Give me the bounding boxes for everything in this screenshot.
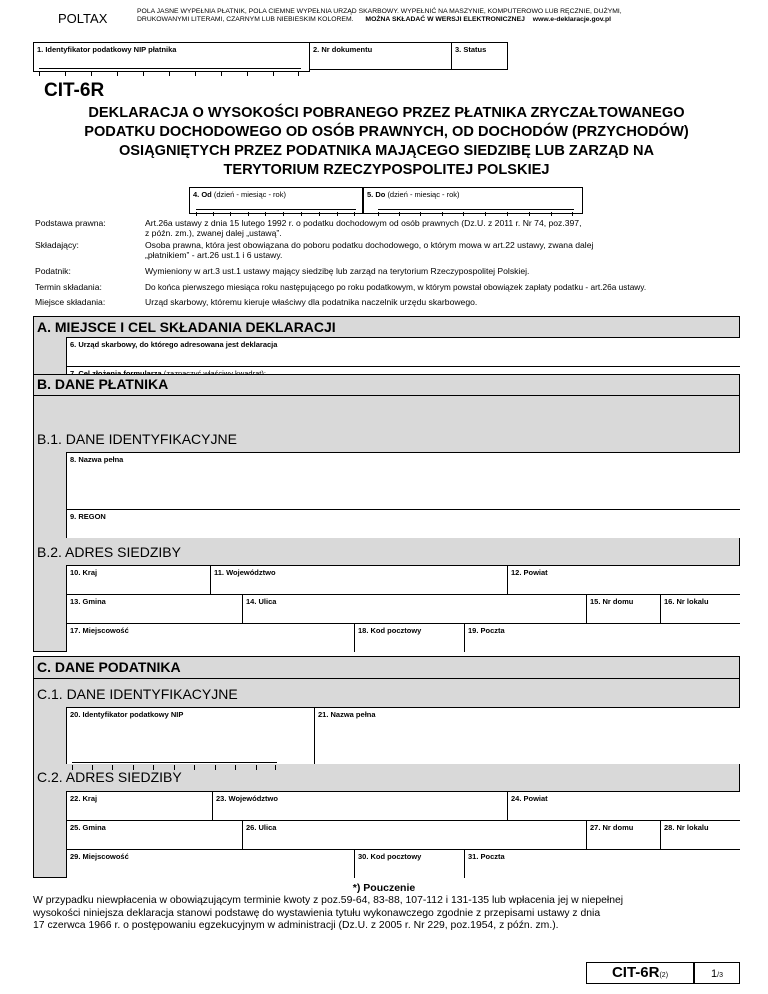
field-30-postal-code[interactable] xyxy=(354,849,464,878)
info-label: Podstawa prawna: xyxy=(35,218,106,228)
field-11-label: 11. Województwo xyxy=(214,568,276,577)
field-25-label: 25. Gmina xyxy=(70,823,106,832)
section-c-title: C. DANE PODATNIKA xyxy=(37,659,181,675)
field-1-label: 1. Identyfikator podatkowy NIP płatnika xyxy=(37,45,177,54)
field-28-flat-no[interactable] xyxy=(660,820,740,849)
field-3-status xyxy=(451,42,508,70)
field-20-nip[interactable] xyxy=(66,707,314,764)
field-12-district[interactable] xyxy=(507,565,740,594)
field-21-full-name[interactable] xyxy=(314,707,740,764)
info-text: Art.26a ustawy z dnia 15 lutego 1992 r. o podatku dochodowym od osób prawnych (Dz.U. z 2011 r. Nr 74, poz.397, xyxy=(145,218,582,228)
field-22-country[interactable] xyxy=(66,791,212,820)
field-14-street[interactable] xyxy=(242,594,586,623)
field-22-label: 22. Kraj xyxy=(70,794,98,803)
field-24-label: 24. Powiat xyxy=(511,794,548,803)
info-label: Podatnik: xyxy=(35,266,71,276)
pouczenie-text xyxy=(33,895,740,933)
field-28-label: 28. Nr lokalu xyxy=(664,823,709,832)
field-8-full-name[interactable] xyxy=(66,452,740,509)
nip-taxpayer-ticks xyxy=(72,757,277,763)
date-from-ticks xyxy=(196,204,356,210)
info-label: Miejsce składania: xyxy=(35,297,106,307)
section-c1-title: C.1. DANE IDENTYFIKACYJNE xyxy=(37,686,238,702)
section-b2-title: B.2. ADRES SIEDZIBY xyxy=(37,544,181,560)
info-text: Do końca pierwszego miesiąca roku następującego po roku podatkowym, w którym powstał obowiązek zapłaty podatku - art.26a ustawy. xyxy=(145,282,647,292)
form-title xyxy=(33,104,740,180)
field-9-regon[interactable] xyxy=(66,509,740,538)
field-4-from[interactable] xyxy=(189,187,363,214)
date-to-ticks xyxy=(378,204,574,210)
divider xyxy=(33,678,740,679)
field-14-label: 14. Ulica xyxy=(246,597,277,606)
field-16-flat-no[interactable] xyxy=(660,594,740,623)
title-line-3: OSIĄGNIĘTYCH PRZEZ PODATNIKA MAJĄCEGO SIEDZIBĘ LUB ZARZĄD NA xyxy=(118,143,655,159)
field-31-label: 31. Poczta xyxy=(468,852,505,861)
field-6-tax-office[interactable] xyxy=(66,337,740,366)
instruction-line-2: DRUKOWANYMI LITERAMI, CZARNYM LUB NIEBIESKIM KOLOREM. xyxy=(137,16,354,23)
field-27-label: 27. Nr domu xyxy=(590,823,634,832)
field-12-label: 12. Powiat xyxy=(511,568,548,577)
field-5-to[interactable] xyxy=(363,187,583,214)
section-c2-title: C.2. ADRES SIEDZIBY xyxy=(37,769,182,785)
field-23-label: 23. Województwo xyxy=(216,794,278,803)
field-26-label: 26. Ulica xyxy=(246,823,277,832)
section-b1-title: B.1. DANE IDENTYFIKACYJNE xyxy=(37,431,237,447)
nip-tick-marks xyxy=(39,63,301,69)
field-24-district[interactable] xyxy=(507,791,740,820)
fill-instructions xyxy=(137,8,622,24)
field-2-doc-number xyxy=(309,42,452,70)
website-link[interactable]: www.e-deklaracje.gov.pl xyxy=(532,16,611,23)
field-5-label: 5. Do (dzień - miesiąc - rok) xyxy=(367,190,460,199)
divider xyxy=(33,395,740,396)
field-6-label: 6. Urząd skarbowy, do którego adresowana jest deklaracja xyxy=(70,340,278,349)
footer-form-version: (2) xyxy=(659,972,669,979)
field-19-label: 19. Poczta xyxy=(468,626,505,635)
pouczenie-line-2: wysokości niniejsza deklaracja stanowi podstawę do wystawienia tytułu wykonawczego zgodnie z przepisami ustawy z dnia xyxy=(33,907,601,919)
field-29-city[interactable] xyxy=(66,849,354,878)
field-29-label: 29. Miejscowość xyxy=(70,852,129,861)
page-number: 1 xyxy=(711,968,718,980)
field-9-label: 9. REGON xyxy=(70,512,106,521)
field-2-label: 2. Nr dokumentu xyxy=(313,45,373,54)
field-8-label: 8. Nazwa pełna xyxy=(70,455,124,464)
field-18-postal-code[interactable] xyxy=(354,623,464,652)
field-1-nip-payer[interactable] xyxy=(33,42,310,72)
field-10-country[interactable] xyxy=(66,565,210,594)
pouczenie-line-1: W przypadku niewpłacenia w obowiązującym terminie kwoty z poz.59-64, 83-88, 107-112 i 131-135 lub wpłacenia jej w niepełnej xyxy=(33,895,624,906)
field-27-house-no[interactable] xyxy=(586,820,660,849)
field-30-label: 30. Kod pocztowy xyxy=(358,852,422,861)
form-code: CIT-6R xyxy=(44,80,105,101)
info-label: Termin składania: xyxy=(35,282,102,292)
info-text-2: „płatnikiem” - art.26 ust.1 i 6 ustawy. xyxy=(145,250,283,260)
field-18-label: 18. Kod pocztowy xyxy=(358,626,422,635)
info-label: Składający: xyxy=(35,240,79,250)
title-line-2: PODATKU DOCHODOWEGO OD OSÓB PRAWNYCH, OD DOCHODÓW (PRZYCHODÓW) xyxy=(84,124,689,140)
instruction-line-1: POLA JASNE WYPEŁNIA PŁATNIK, POLA CIEMNE WYPEŁNIA URZĄD SKARBOWY. WYPEŁNIĆ NA MASZYNIE, KOMPUTEROWO LUB RĘCZNIE, DUŻYMI, xyxy=(137,8,622,15)
title-line-4: TERYTORIUM RZECZYPOSPOLITEJ POLSKIEJ xyxy=(223,162,550,178)
pouczenie-line-3: 17 czerwca 1966 r. o postępowaniu egzekucyjnym w administracji (Dz.U. z 2005 r. Nr 229, poz.1954, z późn. zm.). xyxy=(33,920,559,931)
field-20-label: 20. Identyfikator podatkowy NIP xyxy=(70,710,184,719)
section-b-title: B. DANE PŁATNIKA xyxy=(37,376,169,392)
footer-page-box xyxy=(694,962,740,984)
field-4-label: 4. Od (dzień - miesiąc - rok) xyxy=(193,190,286,199)
field-13-label: 13. Gmina xyxy=(70,597,106,606)
field-25-municipality[interactable] xyxy=(66,820,242,849)
section-a-title: A. MIEJSCE I CEL SKŁADANIA DEKLARACJI xyxy=(37,319,336,335)
pouczenie-title: *) Pouczenie xyxy=(352,882,416,894)
page-total: /3 xyxy=(717,972,723,979)
field-13-municipality[interactable] xyxy=(66,594,242,623)
field-11-voivodeship[interactable] xyxy=(210,565,507,594)
electronic-note: MOŻNA SKŁADAĆ W WERSJI ELEKTRONICZNEJ xyxy=(365,16,525,23)
field-16-label: 16. Nr lokalu xyxy=(664,597,709,606)
field-26-street[interactable] xyxy=(242,820,586,849)
info-text: Urząd skarbowy, któremu kieruje właściwy dla podatnika naczelnik urzędu skarbowego. xyxy=(145,297,478,307)
info-text: Osoba prawna, która jest obowiązana do poboru podatku dochodowego, o którym mowa w art.22 ustawy, zwana dalej xyxy=(145,240,594,250)
footer-form-code: CIT-6R xyxy=(611,964,660,981)
info-block xyxy=(33,216,740,310)
title-line-1: DEKLARACJA O WYSOKOŚCI POBRANEGO PRZEZ PŁATNIKA ZRYCZAŁTOWANEGO xyxy=(88,105,685,121)
field-31-post-office[interactable] xyxy=(464,849,740,878)
field-23-voivodeship[interactable] xyxy=(212,791,507,820)
field-15-label: 15. Nr domu xyxy=(590,597,634,606)
field-10-label: 10. Kraj xyxy=(70,568,98,577)
info-text: Wymieniony w art.3 ust.1 ustawy mający siedzibę lub zarząd na terytorium Rzeczypospolitej Polskiej. xyxy=(145,266,530,276)
poltax-brand: POLTAX xyxy=(58,11,108,26)
info-text-2: z późn. zm.), zwanej dalej „ustawą”. xyxy=(145,228,282,238)
footer-code-box xyxy=(586,962,694,984)
field-17-city[interactable] xyxy=(66,623,354,652)
field-15-house-no[interactable] xyxy=(586,594,660,623)
field-17-label: 17. Miejscowość xyxy=(70,626,129,635)
field-3-label: 3. Status xyxy=(455,45,487,54)
field-21-label: 21. Nazwa pełna xyxy=(318,710,376,719)
field-19-post-office[interactable] xyxy=(464,623,740,652)
